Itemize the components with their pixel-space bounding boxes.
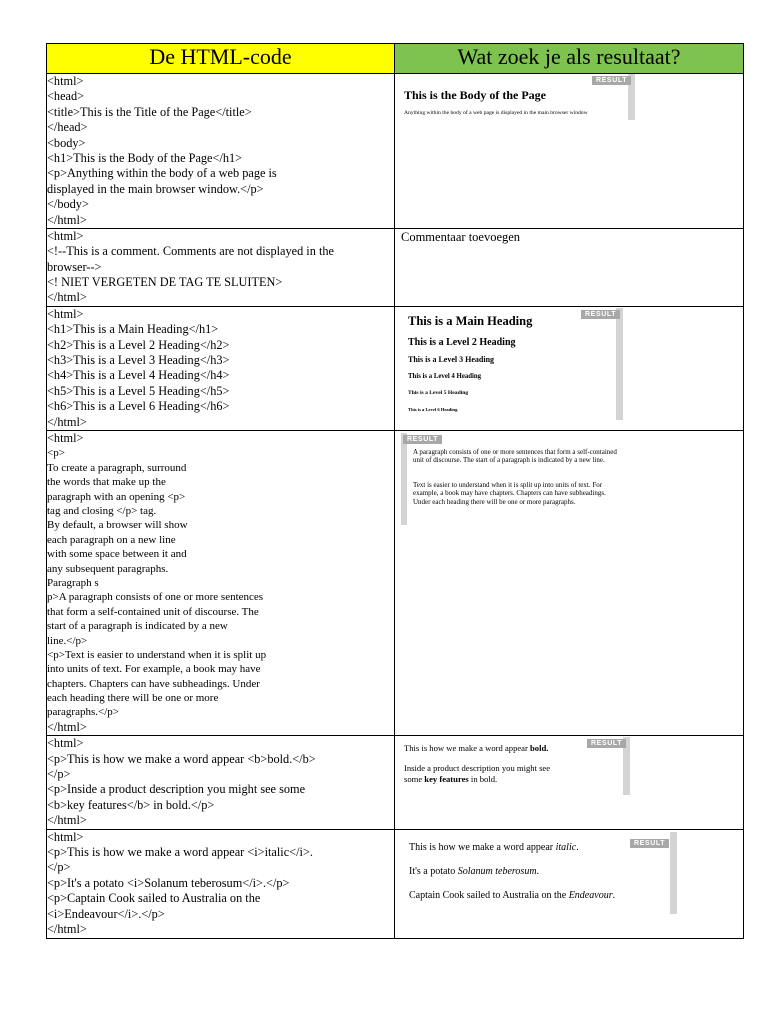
code-line: <h5>This is a Level 5 Heading</h5> (47, 383, 230, 398)
code-line: </html> (47, 719, 87, 734)
italic-line-1 (409, 842, 579, 853)
result-badge: RESULT (581, 310, 620, 319)
italic-line-3 (409, 890, 615, 901)
bold-line-3-end: in bold. (468, 774, 498, 785)
bold-line-3-text: some (404, 774, 425, 785)
code-line: </html> (47, 290, 87, 305)
code-cell-italic (47, 829, 395, 938)
heading-level-3: This is a Level 3 Heading (408, 354, 495, 364)
code-line: with some space between it and (47, 548, 187, 561)
code-line: p>A paragraph consists of one or more sentences (47, 591, 264, 604)
code-line: <p> (47, 447, 65, 460)
html-lesson-table (46, 43, 744, 939)
code-line: <p>Captain Cook sailed to Australia on the (47, 891, 261, 906)
code-line: <! NIET VERGETEN DE TAG TE SLUITEN> (47, 275, 283, 290)
result-badge: RESULT (403, 435, 442, 444)
result-badge: RESULT (630, 839, 669, 848)
code-line: </head> (47, 120, 88, 135)
result-cell-body (395, 74, 744, 229)
latin-name-italic: Solanum teberosum (457, 865, 537, 877)
result-side-bar (616, 308, 623, 420)
code-line: <p>Anything within the body of a web page is (47, 166, 277, 181)
bold-line-3 (404, 774, 497, 784)
heading-level-2: This is a Level 2 Heading (408, 336, 516, 348)
code-line: <html> (47, 74, 84, 88)
code-line: <p>This is how we make a word appear <b>bold.</b> (47, 751, 316, 766)
bold-line-1 (404, 743, 548, 753)
code-line: <p>Text is easier to understand when it is split up (47, 648, 267, 661)
code-line: </html> (47, 414, 87, 429)
header-result: Wat zoek je als resultaat? (395, 44, 744, 74)
italic-line-1-text: This is how we make a word appear (409, 841, 556, 853)
code-line: start of a paragraph is indicated by a new (47, 620, 228, 633)
code-line: <title>This is the Title of the Page</title> (47, 104, 252, 119)
code-line: paragraphs.</p> (47, 706, 119, 719)
code-line: </body> (47, 197, 89, 212)
code-line: <p>It's a potato <i>Solanum teberosum</i>.</p> (47, 875, 290, 890)
code-line: <!--This is a comment. Comments are not displayed in the (47, 244, 334, 259)
code-line: line.</p> (47, 634, 88, 647)
code-line: <h1>This is the Body of the Page</h1> (47, 150, 243, 165)
code-line: <body> (47, 135, 86, 150)
result-panel (403, 308, 623, 420)
code-cell-bold (47, 736, 395, 829)
italic-word: italic (555, 841, 577, 853)
code-line: that form a self-contained unit of discourse. The (47, 605, 259, 618)
paragraph-2: Text is easier to understand when it is split up into units of text. For example, a book may have chapters. Chapters can have subheadings. Under each heading there will be one or more paragraphs. (413, 481, 606, 506)
bold-word: bold. (530, 743, 549, 754)
code-line: <h2>This is a Level 2 Heading</h2> (47, 337, 230, 352)
code-line: <head> (47, 89, 85, 104)
result-panel (401, 74, 637, 120)
heading-level-6: This is a Level 6 Heading (408, 406, 458, 412)
code-line: paragraph with an opening <p> (47, 490, 186, 503)
code-line: <h1>This is a Main Heading</h1> (47, 322, 219, 337)
heading-level-1: This is a Main Heading (408, 313, 533, 328)
result-side-bar (670, 832, 677, 914)
result-badge: RESULT (587, 739, 626, 748)
result-panel (401, 433, 621, 525)
heading-level-5: This is a Level 5 Heading (408, 389, 469, 396)
ship-name-italic: Endeavour (568, 889, 613, 901)
code-line: browser--> (47, 259, 102, 274)
result-panel (401, 737, 631, 795)
result-panel (401, 832, 677, 914)
code-line: Paragraph s (47, 576, 99, 589)
code-cell-paragraphs (47, 431, 395, 736)
code-line: <html> (47, 431, 84, 446)
code-line: any subsequent paragraphs. (47, 562, 169, 575)
code-line: <p>Inside a product description you might see some (47, 782, 306, 797)
italic-line-1-end: . (576, 841, 579, 853)
code-line: <h3>This is a Level 3 Heading</h3> (47, 353, 230, 368)
code-line: the words that make up the (47, 476, 166, 489)
key-features-bold: key features (424, 774, 469, 785)
result-side-bar (401, 433, 407, 525)
bold-line-1-text: This is how we make a word appear (404, 743, 531, 754)
code-line: tag and closing </p> tag. (47, 504, 157, 517)
italic-line-2-end: . (536, 865, 540, 877)
result-cell-bold (395, 736, 744, 829)
code-line: </html> (47, 813, 87, 828)
header-html-code: De HTML-code (47, 44, 395, 74)
italic-line-2-text: It's a potato (409, 865, 458, 877)
code-line: <html> (47, 829, 84, 844)
code-line: </p> (47, 860, 71, 875)
italic-line-3-end: . (612, 889, 616, 901)
code-line: <html> (47, 228, 84, 243)
bold-line-2 (404, 763, 550, 773)
code-line: <h4>This is a Level 4 Heading</h4> (47, 368, 230, 383)
code-line: </html> (47, 212, 87, 227)
code-line: chapters. Chapters can have subheadings. Under (47, 677, 260, 690)
result-cell-headings (395, 306, 744, 430)
code-cell-comment (47, 228, 395, 306)
code-line: To create a paragraph, surround (47, 461, 187, 474)
code-line: each paragraph on a new line (47, 533, 176, 546)
code-line: each heading there will be one or more (47, 692, 219, 705)
code-line: </html> (47, 921, 87, 936)
result-cell-italic (395, 829, 744, 938)
heading-level-4: This is a Level 4 Heading (408, 372, 482, 380)
result-badge: RESULT (592, 76, 631, 85)
code-line: <b>key features</b> in bold.</p> (47, 797, 215, 812)
code-line: <html> (47, 736, 84, 751)
result-cell-paragraphs (395, 431, 744, 736)
result-cell-comment (395, 228, 744, 306)
italic-line-3-text: Captain Cook sailed to Australia on the (409, 889, 569, 901)
code-line: By default, a browser will show (47, 519, 188, 532)
code-line: <i>Endeavour</i>.</p> (47, 906, 165, 921)
code-line: into units of text. For example, a book may have (47, 663, 261, 676)
body-title: This is the Body of the Page (404, 88, 547, 102)
code-line: <html> (47, 306, 84, 321)
code-cell-body (47, 74, 395, 229)
code-line: displayed in the main browser window.</p> (47, 181, 264, 196)
body-text: Anything within the body of a web page is displayed in the main browser window (404, 110, 588, 116)
bold-line-2-text: Inside a product description you might see (404, 763, 551, 774)
code-cell-headings (47, 306, 395, 430)
italic-line-2 (409, 866, 539, 877)
paragraph-1: A paragraph consists of one or more sentences that form a self-contained unit of discourse. The start of a paragraph is indicated by a new line. (413, 448, 617, 465)
code-line: </p> (47, 767, 71, 782)
code-line: <h6>This is a Level 6 Heading</h6> (47, 399, 230, 414)
comment-note: Commentaar toevoegen (401, 229, 521, 244)
code-line: <p>This is how we make a word appear <i>italic</i>. (47, 844, 313, 859)
